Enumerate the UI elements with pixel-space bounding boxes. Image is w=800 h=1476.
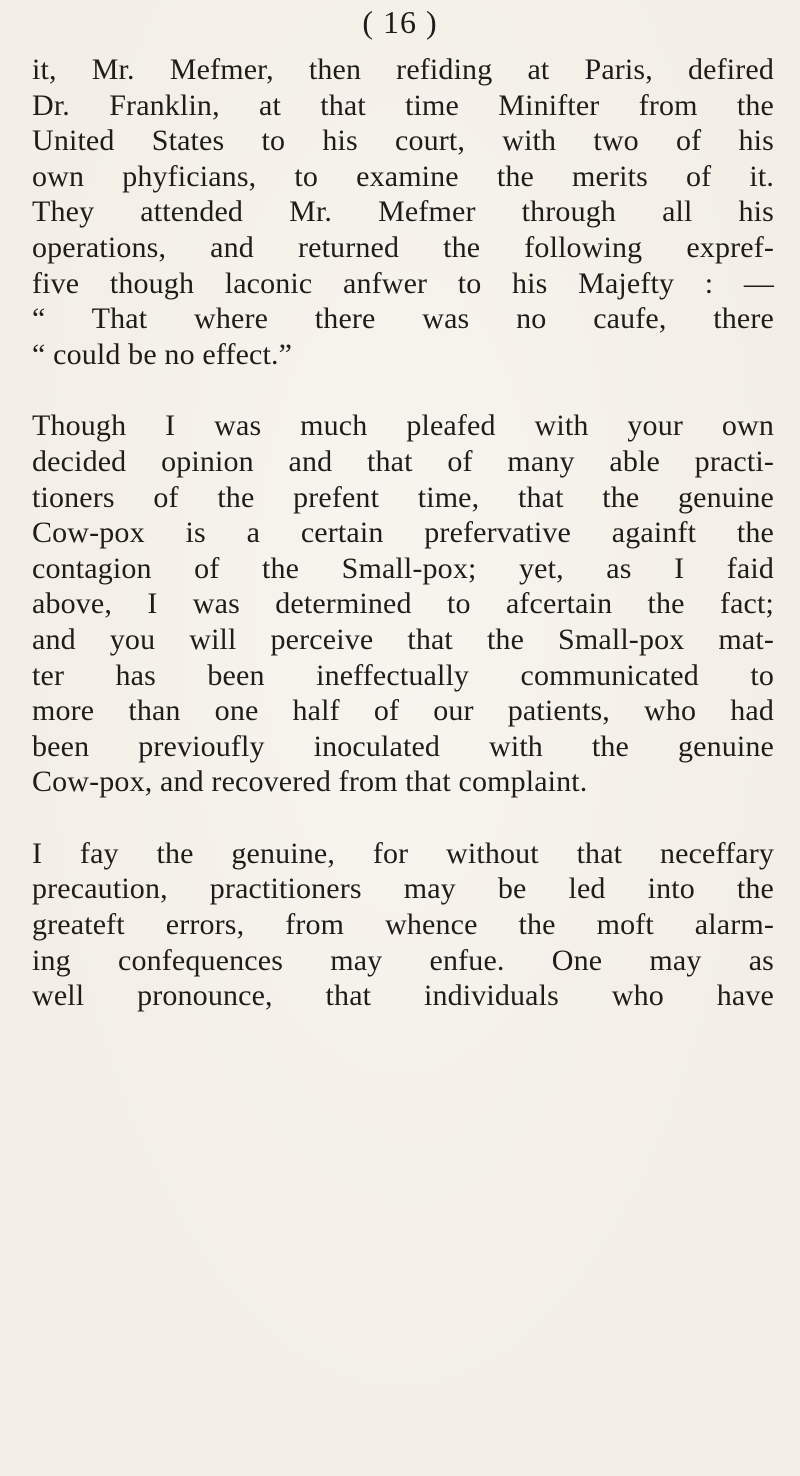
page-text [32, 52, 774, 1014]
text-line: contagion of the Small-pox; yet, as I faid [32, 551, 774, 585]
text-line: Cow-pox is a certain prefervative againft the [32, 516, 774, 550]
text-line: greateft errors, from whence the moft alarm- [32, 908, 774, 942]
text-line: above, I was determined to afcertain the fact; [32, 587, 774, 621]
text-line: They attended Mr. Mefmer through all his [32, 195, 774, 229]
text-line: operations, and returned the following expref- [32, 230, 774, 264]
text-line: “ That where there was no caufe, there [32, 302, 774, 336]
text-line: more than one half of our patients, who had [32, 694, 774, 728]
text-line: decided opinion and that of many able practi- [32, 444, 774, 478]
text-line: “ could be no effect.” [32, 337, 293, 371]
text-line: Dr. Franklin, at that time Minifter from the [32, 88, 774, 122]
text-line: five though laconic anfwer to his Majefty : — [32, 266, 774, 300]
text-line: tioners of the prefent time, that the genuine [32, 480, 774, 514]
text-line: Cow-pox, and recovered from that complaint. [32, 765, 588, 799]
text-line: I fay the genuine, for without that neceffary [32, 836, 774, 870]
page-number: ( 16 ) [362, 4, 438, 40]
text-line: Though I was much pleafed with your own [32, 409, 774, 443]
text-line: well pronounce, that individuals who have [32, 979, 774, 1013]
text-line: precaution, practitioners may be led into the [32, 872, 774, 906]
text-line: and you will perceive that the Small-pox mat- [32, 622, 774, 656]
paragraph-1 [32, 52, 774, 372]
text-line: own phyficians, to examine the merits of it. [32, 159, 774, 193]
paragraph-2 [32, 408, 774, 800]
text-line: it, Mr. Mefmer, then refiding at Paris, defired [32, 53, 774, 86]
text-line: been previoufly inoculated with the genuine [32, 729, 774, 763]
text-line: United States to his court, with two of his [32, 124, 774, 158]
text-line: ter has been ineffectually communicated to [32, 658, 774, 692]
text-line: ing confequences may enfue. One may as [32, 943, 774, 977]
paragraph-3 [32, 836, 774, 1014]
